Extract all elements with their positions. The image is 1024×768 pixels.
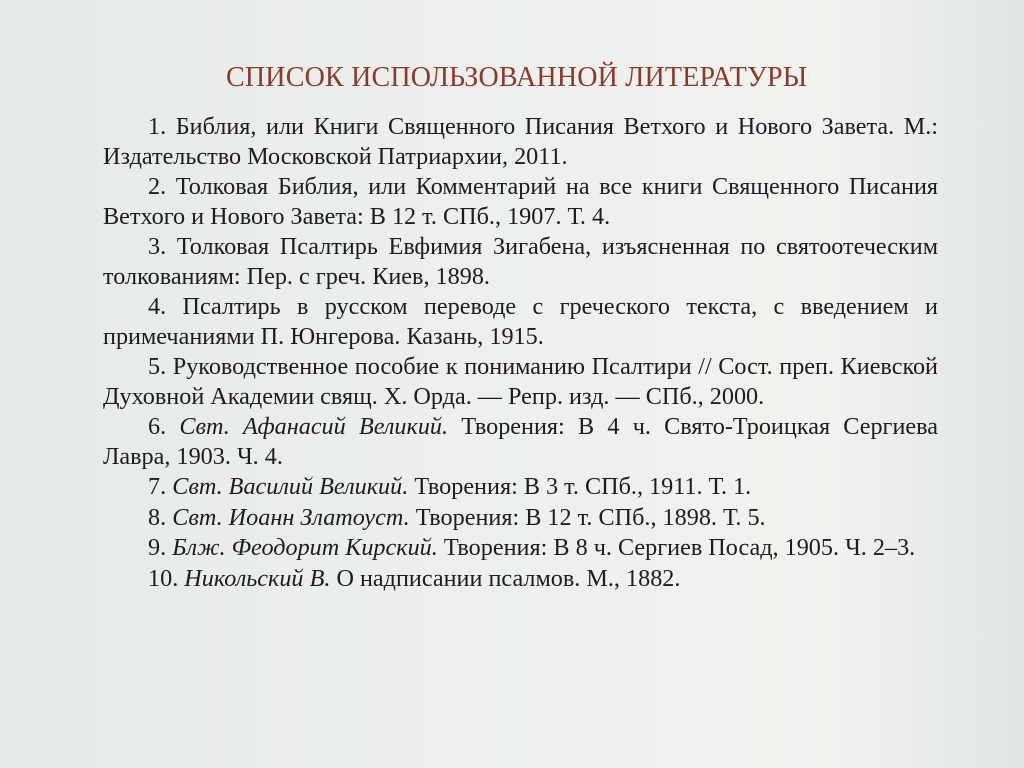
reference-number: 1. (148, 113, 167, 140)
reference-text: Псалтирь в русском переводе с греческого текста, с введением и примечаниями П. Юнгерова. Казань, 1915. (103, 293, 938, 350)
reference-text: Творения: В 3 т. СПб., 1911. Т. 1. (414, 473, 752, 500)
reference-item (103, 232, 938, 291)
reference-item (103, 472, 938, 502)
reference-number: 9. (148, 534, 167, 561)
reference-number: 10. (148, 564, 179, 592)
reference-item (103, 533, 938, 563)
reference-text: Толковая Библия, или Комментарий на все книги Священного Писания Ветхого и Нового Завета: В 12 т. СПб., 1907. Т. 4. (103, 173, 939, 230)
reference-item (103, 503, 938, 533)
reference-author: Свт. Василий Великий. (172, 473, 409, 500)
reference-text: Творения: В 8 ч. Сергиев Посад, 1905. Ч. 2–3. (443, 534, 916, 561)
reference-number: 5. (148, 353, 167, 380)
reference-text: Библия, или Книги Священного Писания Ветхого и Нового Завета. М.: Издательство Московской Патриархии, 2011. (103, 113, 939, 170)
reference-author: Свт. Афанасий Великий. (179, 413, 449, 440)
reference-text: Творения: В 4 ч. Свято-Троицкая Сергиева Лавра, 1903. Ч. 4. (103, 413, 938, 470)
reference-author: Никольский В. (184, 564, 331, 592)
reference-number: 3. (148, 233, 167, 260)
reference-item (103, 292, 938, 351)
reference-number: 4. (148, 293, 167, 320)
reference-text: О надписании псалмов. М., 1882. (336, 564, 681, 592)
reference-number: 6. (148, 413, 167, 440)
reference-item (103, 352, 938, 411)
reference-author: Блж. Феодорит Кирский. (172, 534, 438, 561)
reference-list (103, 112, 938, 594)
reference-number: 2. (148, 173, 167, 200)
page-heading: СПИСОК ИСПОЛЬЗОВАННОЙ ЛИТЕРАТУРЫ (226, 62, 808, 93)
reference-item (103, 172, 938, 231)
reference-item (103, 564, 938, 594)
reference-item (103, 112, 938, 171)
reference-number: 7. (148, 473, 167, 500)
reference-author: Свт. Иоанн Златоуст. (172, 503, 410, 531)
reference-item (103, 412, 938, 471)
reference-number: 8. (148, 503, 167, 531)
reference-text: Толковая Псалтирь Евфимия Зигабена, изъясненная по святоотеческим толкованиям: Пер. с греч. Киев, 1898. (103, 233, 939, 290)
reference-text: Творения: В 12 т. СПб., 1898. Т. 5. (415, 503, 766, 531)
reference-text: Руководственное пособие к пониманию Псалтири // Сост. преп. Киевской Духовной Академии свящ. Х. Орда. — Репр. изд. — СПб., 2000. (103, 353, 938, 410)
